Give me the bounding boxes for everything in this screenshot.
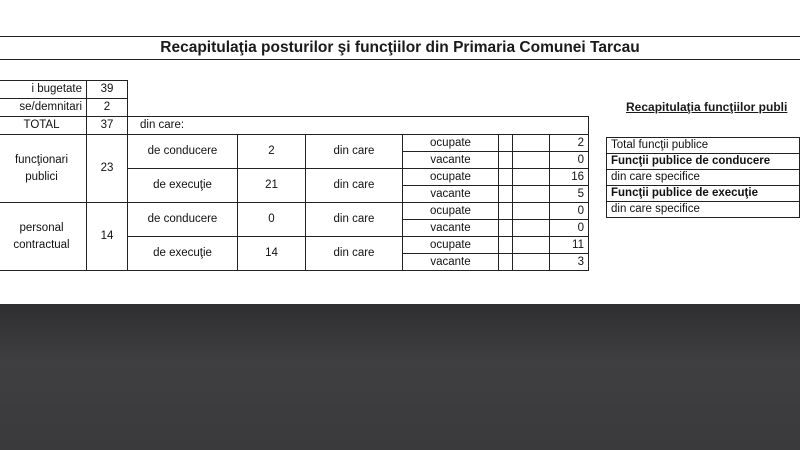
summary-label: se/demnitari — [0, 99, 87, 117]
status-label: ocupate — [403, 135, 499, 152]
status-label: vacante — [403, 152, 499, 169]
group-label: personal contractual — [0, 203, 87, 271]
summary-total-row — [0, 117, 589, 135]
din-care-label: din care — [306, 135, 403, 169]
background-area — [0, 304, 800, 450]
status-value: 0 — [550, 220, 589, 237]
category-name: de execuţie — [128, 169, 238, 203]
function-label: Funcţii publice de execuţie — [607, 186, 800, 202]
positions-table — [0, 80, 589, 271]
din-care-label: din care — [306, 237, 403, 271]
group-total: 14 — [87, 203, 128, 271]
summary-value: 2 — [87, 99, 128, 117]
status-value: 16 — [550, 169, 589, 186]
right-panel-title: Recapitulaţia funcţiilor publi — [626, 100, 788, 114]
list-item — [607, 202, 800, 218]
function-label: din care specifice — [607, 170, 800, 186]
document-title: Recapitulaţia posturilor şi funcţiilor din Primaria Comunei Tarcau — [160, 39, 640, 56]
summary-label: TOTAL — [0, 117, 87, 135]
category-name: de conducere — [128, 135, 238, 169]
status-label: ocupate — [403, 169, 499, 186]
group-label: funcţionari publici — [0, 135, 87, 203]
function-label: Funcţii publice de conducere — [607, 154, 800, 170]
status-value: 0 — [550, 152, 589, 169]
status-value: 11 — [550, 237, 589, 254]
status-value: 3 — [550, 254, 589, 271]
public-functions-table — [606, 137, 800, 218]
function-label: din care specifice — [607, 202, 800, 218]
summary-value: 37 — [87, 117, 128, 135]
list-item — [607, 154, 800, 170]
table-row — [0, 135, 589, 152]
status-value: 5 — [550, 186, 589, 203]
category-count: 21 — [238, 169, 306, 203]
category-name: de execuţie — [128, 237, 238, 271]
list-item — [607, 170, 800, 186]
din-care-label: din care — [306, 203, 403, 237]
status-label: ocupate — [403, 237, 499, 254]
category-count: 14 — [238, 237, 306, 271]
summary-label: i bugetate — [0, 81, 87, 99]
summary-row — [0, 81, 589, 99]
din-care-label: din care — [306, 169, 403, 203]
table-row — [0, 203, 589, 220]
status-value: 2 — [550, 135, 589, 152]
function-label: Total funcţii publice — [607, 138, 800, 154]
category-count: 0 — [238, 203, 306, 237]
status-label: vacante — [403, 186, 499, 203]
list-item — [607, 186, 800, 202]
list-item — [607, 138, 800, 154]
summary-row — [0, 99, 589, 117]
category-name: de conducere — [128, 203, 238, 237]
summary-value: 39 — [87, 81, 128, 99]
summary-note: din care: — [128, 117, 589, 135]
status-label: vacante — [403, 220, 499, 237]
status-label: ocupate — [403, 203, 499, 220]
status-value: 0 — [550, 203, 589, 220]
status-label: vacante — [403, 254, 499, 271]
category-count: 2 — [238, 135, 306, 169]
group-total: 23 — [87, 135, 128, 203]
